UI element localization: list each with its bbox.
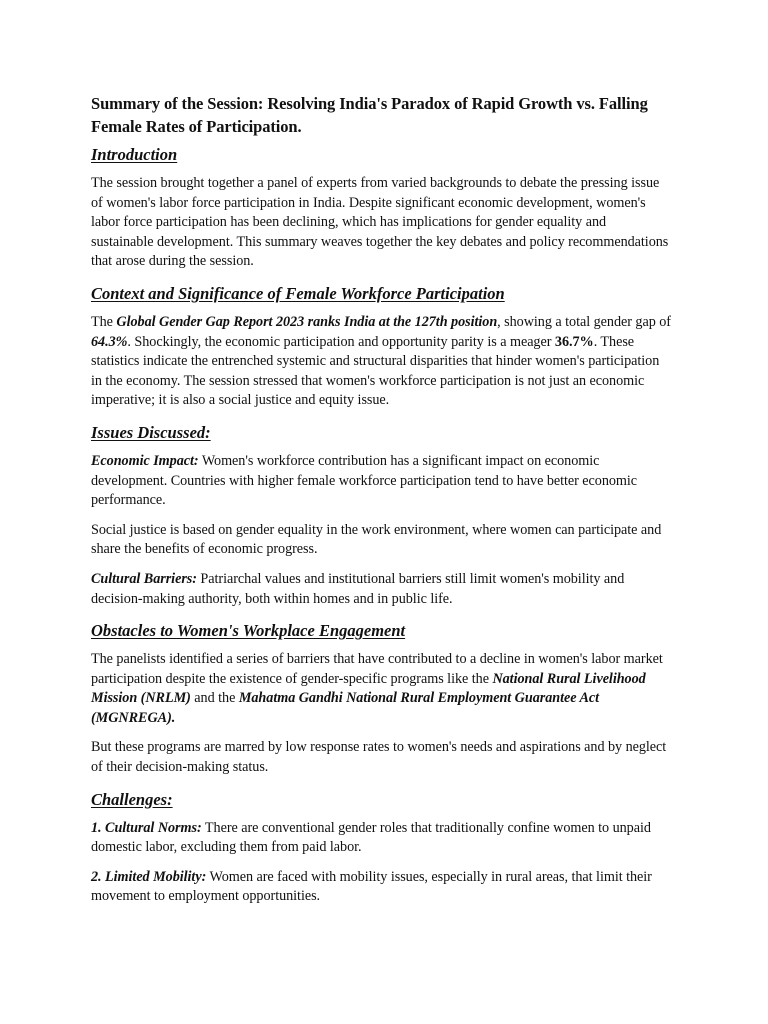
challenge-label: 2. Limited Mobility: [91,868,207,885]
introduction-paragraph: The session brought together a panel of experts from varied backgrounds to debate the pressing issue of women's labor force participation in India. Despite significant economic development, women's labor force participation has been declining, which has implications for gender equality and sustainable development. This summary weaves together the key debates and policy recommendations that arose during the session. [91,175,669,270]
obstacles-paragraph [91,650,672,728]
cultural-barriers-label: Cultural Barriers: [91,570,197,587]
challenge-item [91,868,672,907]
mgnrega-program-name: Mahatma Gandhi National Rural Employment Guarantee Act (MGNREGA). [91,690,600,726]
nrlm-program-name: National Rural Livelihood Mission (NRLM) [91,670,646,707]
issues-heading: Issues Discussed: [91,422,211,442]
challenges-heading: Challenges: [91,789,173,809]
challenge-item [91,819,672,858]
context-text-suffix: . These statistics indicate the entrenched systemic and structural disparities that hinder women's participation in the economy. The session stressed that women's workforce participation is not just an economic imperative; it is also a social justice and equity issue. [91,333,660,409]
obstacles-heading: Obstacles to Women's Workplace Engagement [91,621,406,641]
cultural-barriers-text: Patriarchal values and institutional barriers still limit women's mobility and decision-making authority, both within homes and in public life. [91,570,625,607]
social-justice-paragraph: Social justice is based on gender equality in the work environment, where women can participate and share the benefits of economic progress. [91,521,662,558]
economic-impact-paragraph [91,452,672,511]
programs-criticism-paragraph: But these programs are marred by low response rates to women's needs and aspirations and by neglect of their decision-making status. [91,739,667,776]
cultural-barriers-paragraph [91,570,672,609]
challenge-text: There are conventional gender roles that traditionally confine women to unpaid domestic labor, excluding them from paid labor. [91,819,651,856]
economic-parity-value: 36.7% [554,333,594,350]
gender-gap-report-ranking: Global Gender Gap Report 2023 ranks India at the 127th position [116,313,498,330]
introduction-heading: Introduction [91,145,178,164]
total-gender-gap-value: 64.3% [91,333,128,350]
context-text-mid2: . Shockingly, the economic participation and opportunity parity is a meager [127,333,555,350]
document-title: Summary of the Session: Resolving India's Paradox of Rapid Growth vs. Falling Female Rates of Participation. [91,94,648,136]
context-text-mid: , showing a total gender gap of [497,313,671,330]
obstacles-text-prefix: The panelists identified a series of barriers that have contributed to a decline in women's labor market participation despite the existence of gender-specific programs like the [91,651,663,687]
challenge-label: 1. Cultural Norms: [91,819,202,836]
challenge-text: Women are faced with mobility issues, especially in rural areas, that limit their movement to employment opportunities. [91,868,652,905]
economic-impact-text: Women's workforce contribution has a significant impact on economic development. Countries with higher female workforce participation tend to have better economic performance. [91,452,638,509]
economic-impact-label: Economic Impact: [91,452,199,469]
context-paragraph [91,313,672,411]
context-text-prefix: The [91,313,117,330]
obstacles-text-mid: and the [190,690,239,707]
context-heading: Context and Significance of Female Workforce Participation [91,283,505,303]
